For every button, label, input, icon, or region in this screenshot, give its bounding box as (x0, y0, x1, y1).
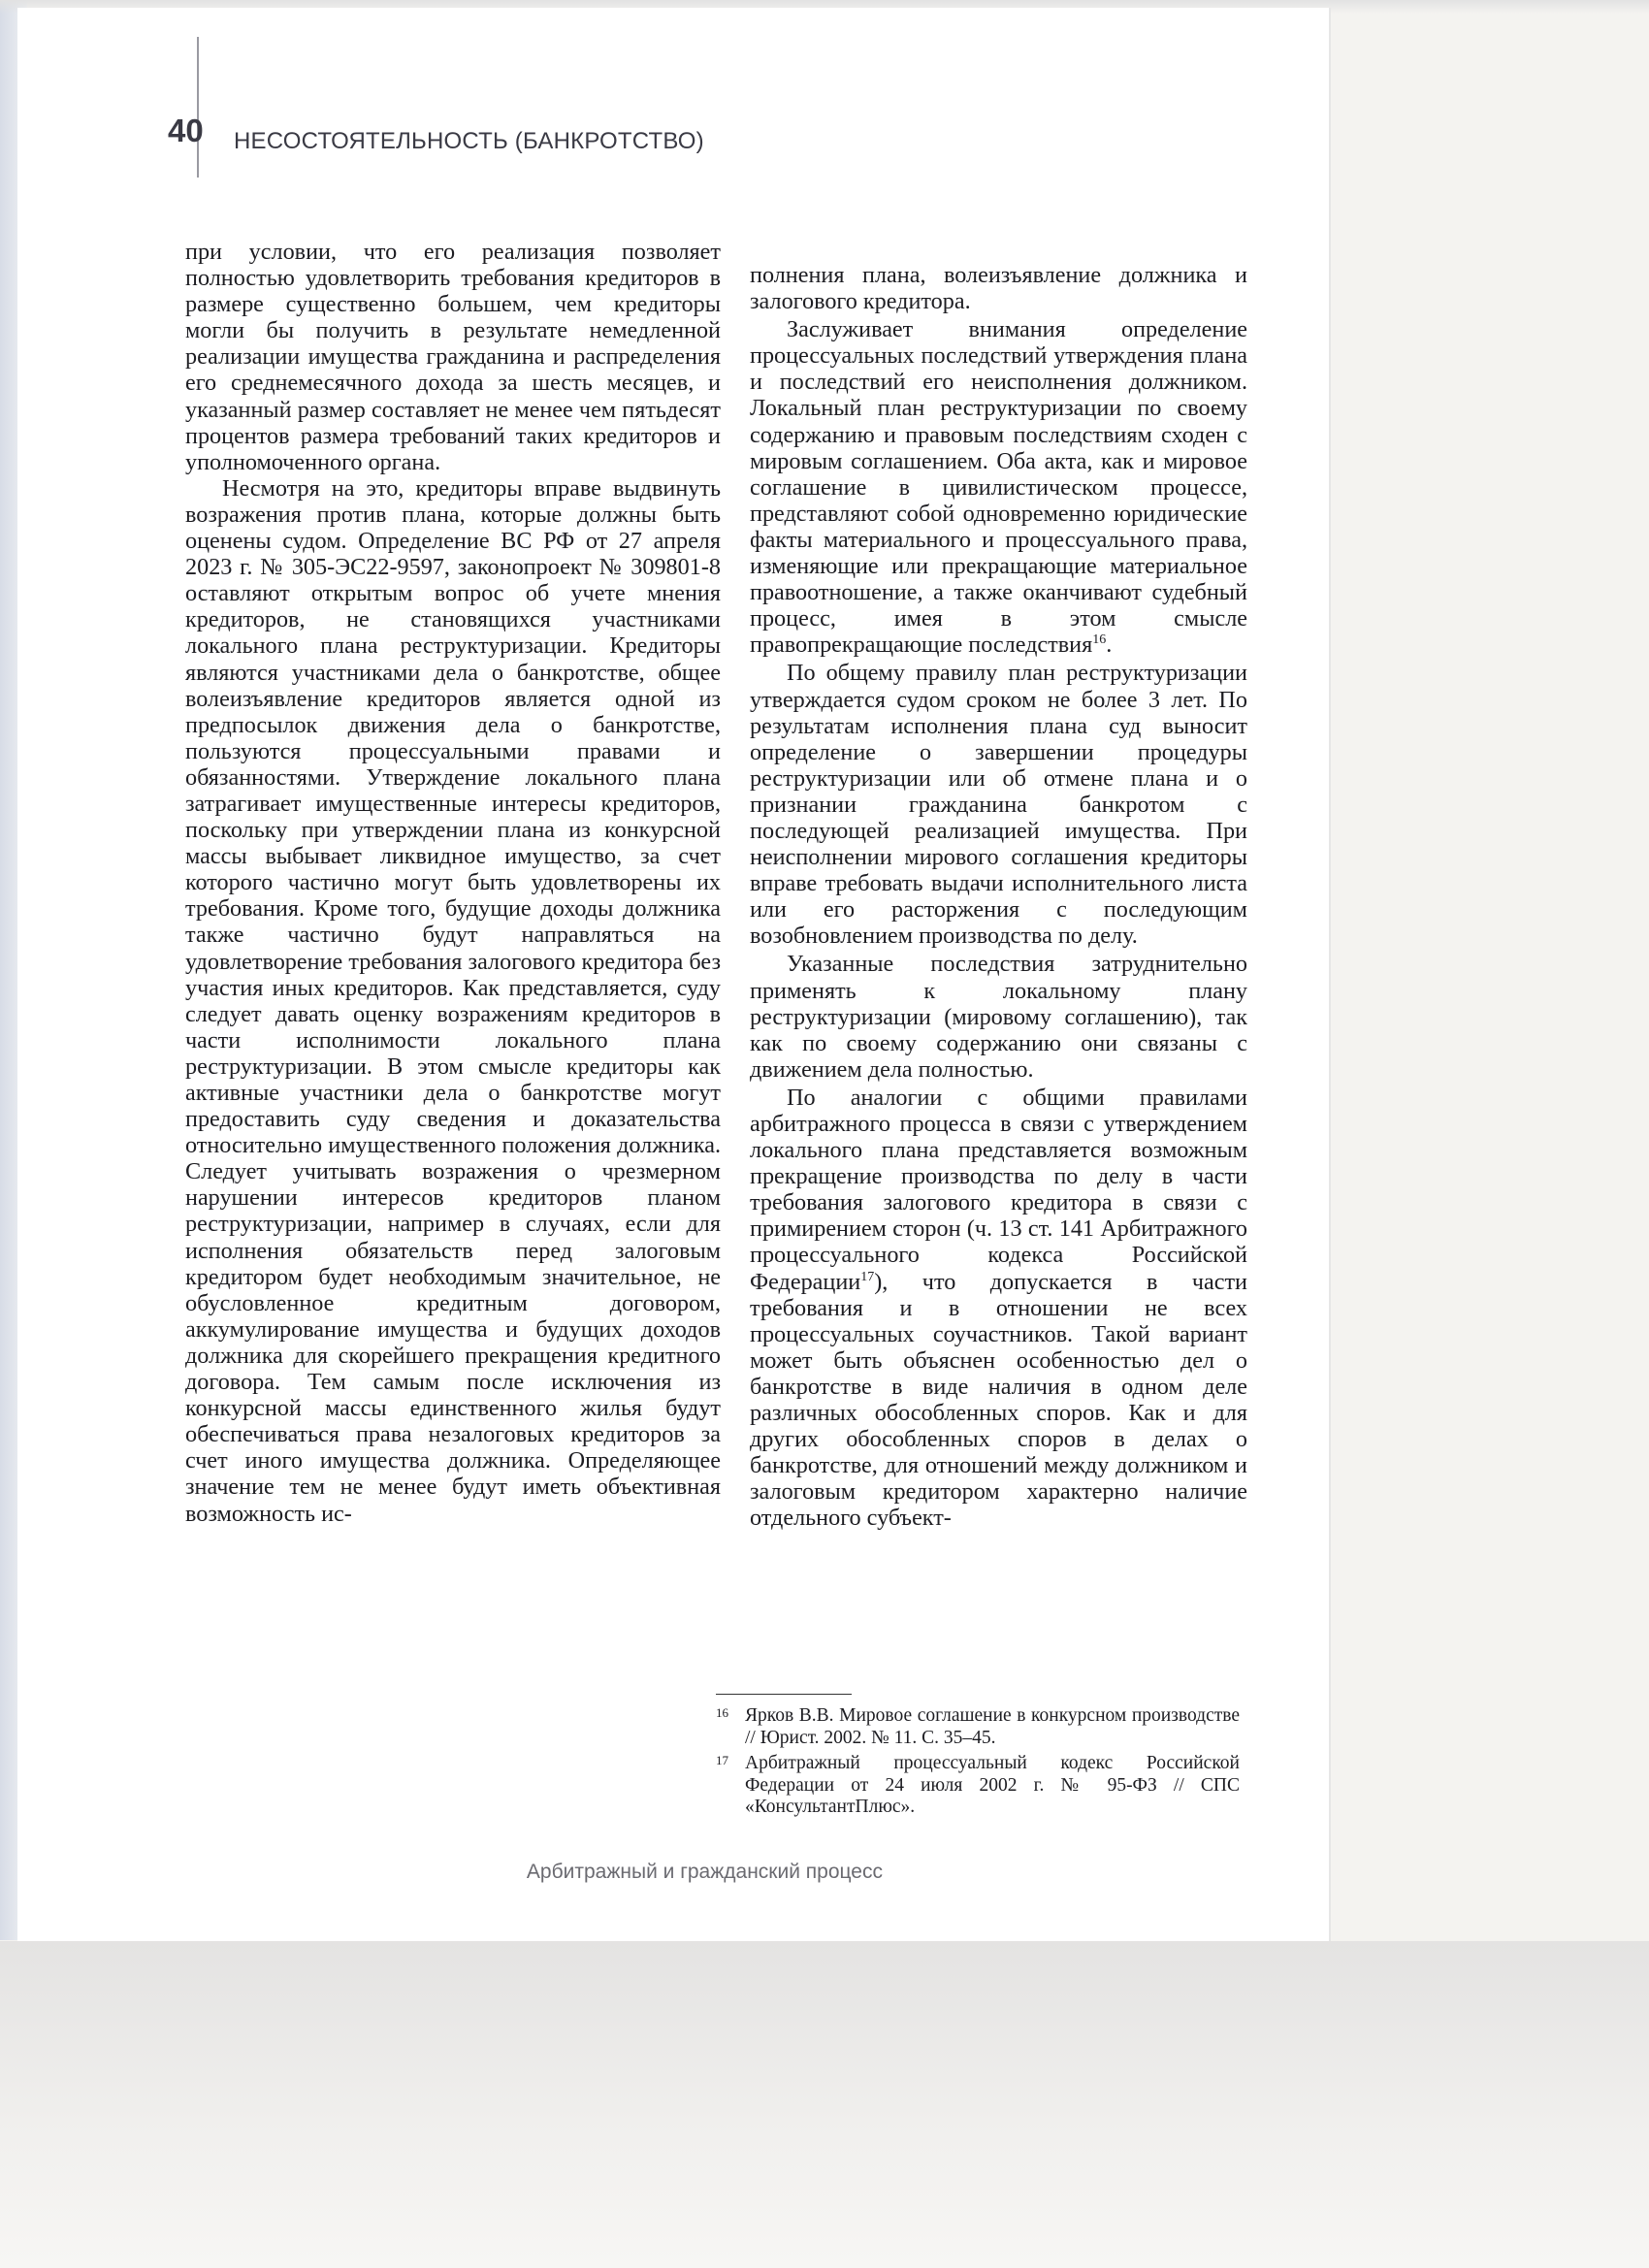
paragraph-text: ), что допускается в части требования и в отношении не всех процессуальных соучастников. Такой вариант может быть объяснен особенностью дел о банкротстве в виде наличия в одном деле различных обособленных споров. Как и для других обособленных споров в делах о банкротстве, для отношений между должником и залоговым кредитором характерно наличие отдельного субъект- (750, 1268, 1247, 1532)
footnote-ref: 16 (1092, 632, 1107, 648)
footnote-text: Арбитражный процессуальный кодекс Российской Федерации от 24 июля 2002 г. № 95-ФЗ // СПС «КонсультантПлюс». (745, 1753, 1240, 1817)
right-column (750, 262, 1247, 1532)
footnote (716, 1753, 1240, 1819)
footnote-number: 17 (716, 1753, 728, 1767)
footnote-ref: 17 (860, 1269, 875, 1284)
footnote-text: Ярков В.В. Мировое соглашение в конкурсном производстве // Юрист. 2002. № 11. С. 35–45. (745, 1705, 1240, 1748)
header-rule (197, 37, 199, 178)
paragraph-end: . (1106, 632, 1113, 659)
paragraph (750, 1085, 1247, 1532)
scanner-background (0, 1941, 1649, 2268)
paragraph: Несмотря на это, кредиторы вправе выдвинуть возражения против плана, которые должны быть оценены судом. Определение ВС РФ от 27 апреля 2023 г. № 305-ЭС22-9597, законопроект № 309801-8 оставляют открытым вопрос об учете мнения кредиторов, не становящихся участниками локального плана реструктуризации. Кредиторы являются участниками дела о банкротстве, общее волеизъявление кредиторов является одной из предпосылок движения дела о банкротстве, пользуются процессуальными правами и обязанностями. Утверждение локального плана затрагивает имущественные интересы кредиторов, поскольку при утверждении плана из конкурсной массы выбывает ликвидное имущество, за счет которого частично могут быть удовлетворены их требования. Кроме того, будущие доходы должника также частично будут направляться на удовлетворение требования залогового кредитора без участия иных кредиторов. Как представляется, суду следует давать оценку возражениям кредиторов в части исполнимости локального плана реструктуризации. В этом смысле кредиторы как активные участники дела о банкротстве могут предоставить суду сведения и доказательства относительно имущественного положения должника. Следует учитывать возражения о чрезмерном нарушении интересов кредиторов планом реструктуризации, например в случаях, если для исполнения обязательств перед залоговым кредитором будет необходимым значительное, не обусловленное кредитным договором, аккумулирование имущества и будущих доходов должника для скорейшего прекращения кредитного договора. Тем самым после исключения из конкурсной массы единственного жилья будут обеспечиваться права незалоговых кредиторов за счет иного имущества должника. Определяющее значение тем не менее будут иметь объективная возможность ис- (185, 474, 721, 1527)
footnotes (716, 1705, 1240, 1823)
book-page (17, 8, 1329, 1941)
paragraph: при условии, что его реализация позволяет полностью удовлетворить требования кредиторов в размере существенно большем, чем кредиторы могли бы получить в результате немедленной реализации имущества гражданина и распределения его среднемесячного дохода за шесть месяцев, и указанный размер составляет не менее чем пятьдесят процентов размера требований таких кредиторов и уполномоченного органа. (185, 239, 721, 475)
left-column (185, 239, 721, 1527)
footnote-rule (716, 1694, 852, 1695)
page-number: 40 (168, 113, 204, 148)
paragraph-text: Заслуживает внимания определение процессуальных последствий утверждения плана и последствий его неисполнения должником. Локальный план реструктуризации по своему содержанию и правовым последствиям сходен с мировым соглашением. Оба акта, как и мировое соглашение в цивилистическом процессе, представляют собой одновременно юридические факты материального и процессуального права, изменяющие или прекращающие материальное правоотношение, а также оканчивают судебный процесс, имея в этом смысле правопрекращающие последствия (750, 316, 1247, 659)
running-head: НЕСОСТОЯТЕЛЬНОСТЬ (БАНКРОТСТВО) (234, 128, 704, 154)
paragraph: Указанные последствия затруднительно применять к локальному плану реструктуризации (мировому соглашению), так как по своему содержанию они связаны с движением дела полностью. (750, 951, 1247, 1083)
paragraph (750, 316, 1247, 658)
footnote (716, 1705, 1240, 1749)
journal-title: Арбитражный и гражданский процесс (526, 1861, 883, 1883)
paragraph: По общему правилу план реструктуризации утверждается судом сроком не более 3 лет. По результатам исполнения плана суд выносит определение о завершении процедуры реструктуризации или об отмене плана и о признании гражданина банкротом с последующей реализацией имущества. При неисполнении мирового соглашения кредиторы вправе требовать выдачи исполнительного листа или его расторжения с последующим возобновлением производства по делу. (750, 660, 1247, 950)
paragraph-text: По аналогии с общими правилами арбитражного процесса в связи с утверждением локального плана представляется возможным прекращение производства по делу в части требования залогового кредитора в связи с примирением сторон (ч. 13 ст. 141 Арбитражного процессуального кодекса Российской Федерации (750, 1084, 1247, 1295)
paragraph: полнения плана, волеизъявление должника и залогового кредитора. (750, 262, 1247, 315)
footnote-number: 16 (716, 1705, 728, 1720)
